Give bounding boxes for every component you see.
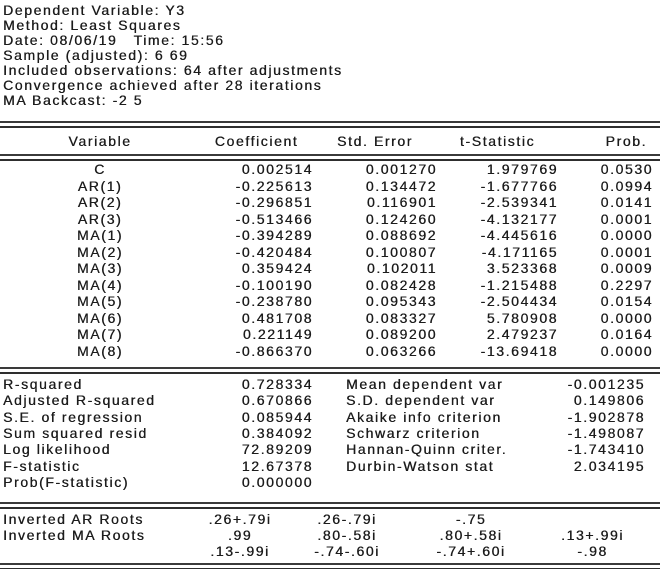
t-statistic-cell: -2.539341 — [480, 194, 558, 211]
stat-label: Mean dependent var — [346, 376, 504, 393]
stat-value: 0.085944 — [241, 408, 313, 425]
coefficient-cell: -0.866370 — [235, 342, 313, 359]
table-row — [0, 326, 657, 343]
prob-cell: 0.0141 — [600, 194, 653, 211]
stat-label — [313, 474, 553, 490]
convergence-line: Convergence achieved after 28 iterations — [3, 77, 323, 93]
prob-cell: 0.0154 — [600, 293, 653, 310]
rule-top — [0, 121, 660, 128]
coefficient-cell: -0.394289 — [235, 227, 313, 244]
stat-value: -1.743410 — [567, 441, 645, 458]
coefficient-cell: 0.481708 — [241, 309, 313, 326]
rule-above-summary — [0, 367, 660, 374]
variable-cell: MA(7) — [76, 326, 124, 343]
stat-label: Hannan-Quinn criter. — [346, 441, 508, 458]
roots-label — [0, 543, 200, 559]
coefficient-table-header — [0, 128, 657, 154]
root-value: -.74-.60i — [314, 543, 380, 560]
coefficient-cell: -0.100190 — [235, 276, 313, 293]
stat-value: -0.001235 — [567, 376, 645, 393]
root-value: .80+.58i — [439, 527, 503, 544]
stat-label: Durbin-Watson stat — [346, 457, 495, 474]
prob-cell: 0.0000 — [600, 309, 653, 326]
t-statistic-cell: 3.523368 — [486, 260, 558, 277]
coefficient-cell: 0.221149 — [242, 326, 313, 343]
t-statistic-cell: -4.445616 — [480, 227, 558, 244]
table-row — [0, 244, 657, 261]
coefficient-cell: -0.296851 — [235, 194, 313, 211]
table-row — [0, 310, 657, 327]
prob-cell: 0.0001 — [600, 210, 653, 227]
std-error-cell: 0.088692 — [365, 227, 437, 244]
summary-row — [0, 441, 657, 457]
stat-label: F-statistic — [3, 457, 81, 474]
table-row — [0, 227, 657, 244]
std-error-cell: 0.083327 — [365, 309, 437, 326]
coefficient-cell: -0.513466 — [235, 210, 313, 227]
stat-value: 12.67378 — [241, 457, 313, 474]
root-value: .26-.79i — [317, 511, 377, 528]
coefficient-cell: 0.359424 — [241, 260, 313, 277]
stat-label: S.E. of regression — [3, 408, 144, 425]
stat-value: 2.034195 — [573, 457, 645, 474]
stat-label: Akaike info criterion — [346, 408, 502, 425]
std-error-cell: 0.063266 — [365, 342, 437, 359]
summary-row — [0, 474, 657, 490]
root-value: .26+.79i — [208, 511, 272, 528]
prob-cell: 0.0001 — [600, 243, 653, 260]
estimation-header — [0, 0, 660, 108]
roots-row — [0, 543, 657, 559]
variable-cell: MA(6) — [76, 309, 124, 326]
stat-value: 0.670866 — [241, 392, 313, 409]
table-row — [0, 211, 657, 228]
std-error-cell: 0.116901 — [366, 194, 437, 211]
roots-label: Inverted AR Roots — [3, 511, 144, 528]
t-statistic-cell: -2.504434 — [480, 293, 558, 310]
rule-bottom — [0, 563, 660, 569]
stat-label: R-squared — [3, 376, 83, 393]
std-error-cell: 0.100807 — [365, 243, 437, 260]
table-row — [0, 161, 657, 178]
root-value: .99 — [227, 527, 253, 544]
coefficient-cell: -0.238780 — [235, 293, 313, 310]
stat-label: Adjusted R-squared — [3, 392, 156, 409]
table-row — [0, 343, 657, 360]
summary-row — [0, 457, 657, 473]
variable-cell: C — [94, 161, 106, 178]
variable-cell: MA(1) — [76, 227, 124, 244]
stat-value: 0.000000 — [241, 473, 313, 490]
variable-cell: AR(1) — [77, 177, 123, 194]
root-value — [528, 511, 657, 527]
summary-row — [0, 392, 657, 408]
summary-statistics — [0, 376, 657, 490]
stat-label: S.D. dependent var — [346, 392, 496, 409]
prob-cell: 0.0000 — [600, 227, 653, 244]
prob-cell: 0.0009 — [600, 260, 653, 277]
std-error-cell: 0.124260 — [365, 210, 437, 227]
coefficient-cell: -0.420484 — [235, 243, 313, 260]
root-value: -.75 — [455, 511, 487, 528]
t-statistic-cell: 1.979769 — [486, 161, 558, 178]
t-statistic-cell: -1.215488 — [480, 276, 558, 293]
variable-cell: AR(2) — [77, 194, 123, 211]
inverted-roots — [0, 511, 657, 559]
rule-below-header — [0, 154, 660, 161]
column-header-t-statistic: t-Statistic — [459, 133, 536, 149]
method-line: Method: Least Squares — [3, 17, 182, 33]
std-error-cell: 0.134472 — [365, 177, 437, 194]
root-value: .13+.99i — [560, 527, 624, 544]
stat-value: -1.498087 — [567, 425, 645, 442]
t-statistic-cell: -4.132177 — [480, 210, 558, 227]
std-error-cell: 0.095343 — [365, 293, 437, 310]
stat-value: 72.89209 — [241, 441, 313, 458]
std-error-cell: 0.102011 — [366, 260, 437, 277]
column-header-prob: Prob. — [605, 133, 647, 149]
variable-cell: MA(4) — [76, 276, 124, 293]
stat-label: Schwarz criterion — [346, 425, 481, 442]
table-row — [0, 260, 657, 277]
std-error-cell: 0.082428 — [365, 276, 437, 293]
prob-cell: 0.0994 — [600, 177, 653, 194]
table-row — [0, 178, 657, 195]
column-header-row — [0, 128, 657, 154]
stat-label: Sum squared resid — [3, 425, 148, 442]
variable-cell: MA(8) — [76, 342, 124, 359]
ma-backcast-line: MA Backcast: -2 5 — [3, 92, 144, 108]
coefficient-cell: -0.225613 — [235, 177, 313, 194]
date-time-line: Date: 08/06/19 Time: 15:56 — [3, 32, 225, 48]
observations-line: Included observations: 64 after adjustments — [3, 62, 343, 78]
root-value: .13-.99i — [210, 543, 270, 560]
stat-value: 0.728334 — [241, 376, 313, 393]
t-statistic-cell: 5.780908 — [486, 309, 558, 326]
t-statistic-cell: -13.69418 — [480, 342, 558, 359]
prob-cell: 0.2297 — [600, 276, 653, 293]
std-error-cell: 0.089200 — [365, 326, 437, 343]
stat-value — [553, 474, 657, 490]
table-row — [0, 277, 657, 294]
column-header-std-error: Std. Error — [337, 133, 413, 149]
t-statistic-cell: -1.677766 — [480, 177, 558, 194]
stat-label: Prob(F-statistic) — [3, 473, 129, 490]
std-error-cell: 0.001270 — [365, 161, 437, 178]
variable-cell: MA(3) — [76, 260, 124, 277]
summary-row — [0, 376, 657, 392]
prob-cell: 0.0530 — [600, 161, 653, 178]
root-value: .80-.58i — [317, 527, 377, 544]
coefficient-table — [0, 161, 657, 359]
t-statistic-cell: -4.171165 — [481, 243, 558, 260]
sample-line: Sample (adjusted): 6 69 — [3, 47, 189, 63]
stat-value: 0.149806 — [573, 392, 645, 409]
variable-cell: MA(5) — [76, 293, 124, 310]
t-statistic-cell: 2.479237 — [486, 326, 558, 343]
roots-row — [0, 511, 657, 527]
column-header-coefficient: Coefficient — [214, 133, 299, 149]
prob-cell: 0.0000 — [600, 342, 653, 359]
root-value: -.74+.60i — [436, 543, 506, 560]
stat-label: Log likelihood — [3, 441, 112, 458]
variable-cell: MA(2) — [76, 243, 124, 260]
column-header-variable: Variable — [68, 133, 132, 149]
summary-row — [0, 425, 657, 441]
summary-row — [0, 409, 657, 425]
variable-cell: AR(3) — [77, 210, 123, 227]
table-row — [0, 194, 657, 211]
stat-value: 0.384092 — [241, 425, 313, 442]
coefficient-cell: 0.002514 — [241, 161, 313, 178]
rule-above-roots — [0, 502, 660, 509]
roots-row — [0, 527, 657, 543]
roots-label: Inverted MA Roots — [3, 527, 146, 544]
table-row — [0, 293, 657, 310]
dependent-variable-line: Dependent Variable: Y3 — [3, 2, 186, 18]
stat-value: -1.902878 — [567, 408, 645, 425]
prob-cell: 0.0164 — [600, 326, 653, 343]
root-value: -.98 — [577, 543, 608, 560]
